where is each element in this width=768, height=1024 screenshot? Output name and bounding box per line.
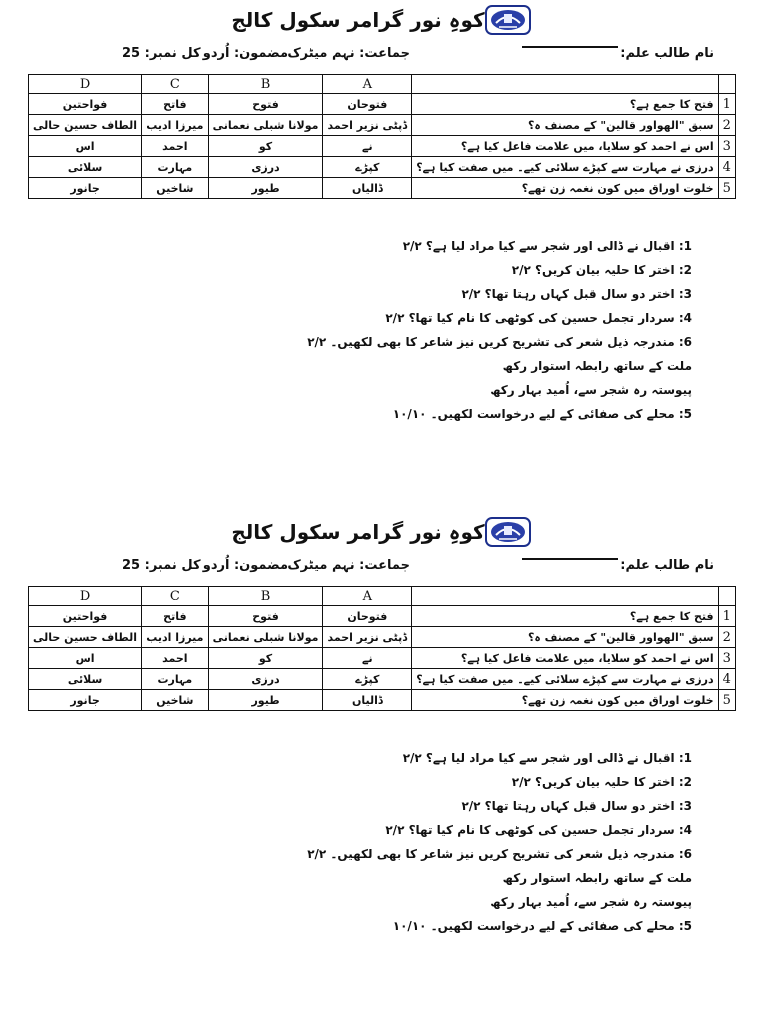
short-questions-list (272, 234, 692, 426)
option-b: مولانا شبلی نعمانی (208, 115, 323, 136)
option-a: نے (323, 648, 412, 669)
question-text: درزی نے مہارت سے کپڑے سلائی کیے۔ میں صفت کیا ہے؟ (412, 669, 718, 690)
option-b: فتوح (208, 94, 323, 115)
option-b: مولانا شبلی نعمانی (208, 627, 323, 648)
option-d: سلائی (29, 669, 142, 690)
table-row (29, 115, 736, 136)
option-a: ڈپٹی نزیر احمد (323, 627, 412, 648)
sheet-header (0, 514, 768, 550)
question-text: خلوت اوراق میں کون نغمہ زن تھے؟ (412, 178, 718, 199)
option-b: درزی (208, 157, 323, 178)
option-c: فاتح (142, 606, 209, 627)
option-a: کپڑے (323, 669, 412, 690)
student-name-label: نام طالب علم: (620, 46, 714, 61)
option-b: طیور (208, 690, 323, 711)
option-c: میرزا ادیب (142, 627, 209, 648)
option-d: سلائی (29, 157, 142, 178)
header-option-a: A (323, 75, 412, 94)
option-c: مہارت (142, 669, 209, 690)
poetry-line: پیوستہ رہ شجر سے، اُمید بہار رکھ (490, 383, 692, 397)
student-name-field[interactable] (620, 558, 714, 573)
table-header-row (29, 75, 736, 94)
mcq-table (28, 586, 736, 711)
question-text: فتح کا جمع ہے؟ (412, 94, 718, 115)
header-number (718, 587, 735, 606)
option-d: اس (29, 136, 142, 157)
option-d: الطاف حسین حالی (29, 627, 142, 648)
question-text: سبق "الھواور قالین" کے مصنف ہ؟ (412, 627, 718, 648)
header-question (412, 75, 718, 94)
student-name-blank[interactable] (522, 46, 618, 48)
header-option-c: C (142, 587, 209, 606)
subject-label: مضمون: اُردو (202, 558, 288, 573)
table-row (29, 157, 736, 178)
short-question: 1: اقبال نے ڈالی اور شجر سے کیا مراد لیا ہے؟ ۲/۲ (402, 751, 692, 765)
option-c: احمد (142, 136, 209, 157)
option-b: درزی (208, 669, 323, 690)
option-b: فتوح (208, 606, 323, 627)
option-a: ڈپٹی نزیر احمد (323, 115, 412, 136)
student-info-row (28, 558, 740, 580)
option-b: کو (208, 648, 323, 669)
subject-label: مضمون: اُردو (202, 46, 288, 61)
poetry-line: پیوستہ رہ شجر سے، اُمید بہار رکھ (490, 895, 692, 909)
option-d: جانور (29, 690, 142, 711)
student-name-blank[interactable] (522, 558, 618, 560)
option-a: فتوحان (323, 606, 412, 627)
table-row (29, 606, 736, 627)
short-question: 6: مندرجہ ذیل شعر کی تشریح کریں نیز شاعر کا بھی لکھیں۔ ۲/۲ (307, 847, 692, 861)
class-label: جماعت: نہم میٹرک (287, 558, 410, 573)
option-a: کپڑے (323, 157, 412, 178)
option-d: فواحتین (29, 606, 142, 627)
question-number: 1 (718, 94, 735, 115)
mcq-table (28, 74, 736, 199)
header-number (718, 75, 735, 94)
question-text: درزی نے مہارت سے کپڑے سلائی کیے۔ میں صفت کیا ہے؟ (412, 157, 718, 178)
table-row (29, 627, 736, 648)
option-c: فاتح (142, 94, 209, 115)
table-header-row (29, 587, 736, 606)
short-question: 2: اختر کا حلیہ بیان کریں؟ ۲/۲ (511, 775, 692, 789)
option-a: نے (323, 136, 412, 157)
option-d: الطاف حسین حالی (29, 115, 142, 136)
header-question (412, 587, 718, 606)
table-row (29, 178, 736, 199)
option-b: طیور (208, 178, 323, 199)
student-info-row (28, 46, 740, 68)
option-c: شاخیں (142, 690, 209, 711)
table-row (29, 94, 736, 115)
question-number: 3 (718, 136, 735, 157)
question-number: 2 (718, 115, 735, 136)
table-row (29, 669, 736, 690)
question-number: 5 (718, 178, 735, 199)
header-option-c: C (142, 75, 209, 94)
school-logo-icon (485, 517, 531, 547)
table-row (29, 690, 736, 711)
short-question: 4: سردار تجمل حسین کی کوٹھی کا نام کیا تھا؟ ۲/۲ (385, 823, 692, 837)
option-d: جانور (29, 178, 142, 199)
question-text: اس نے احمد کو سلایا، میں علامت فاعل کیا ہے؟ (412, 136, 718, 157)
question-number: 4 (718, 157, 735, 178)
student-name-field[interactable] (620, 46, 714, 61)
short-question: 4: سردار تجمل حسین کی کوٹھی کا نام کیا تھا؟ ۲/۲ (385, 311, 692, 325)
school-title: کوہِ نور گرامر سکول کالج (231, 8, 485, 32)
sheet-header (0, 2, 768, 38)
table-row (29, 648, 736, 669)
table-row (29, 136, 736, 157)
question-number: 4 (718, 669, 735, 690)
school-logo-icon (485, 5, 531, 35)
header-option-d: D (29, 587, 142, 606)
short-questions-list (272, 746, 692, 938)
option-c: شاخیں (142, 178, 209, 199)
poetry-line: ملت کے ساتھ رابطہ استوار رکھ (502, 871, 692, 885)
short-question: 5: محلے کی صفائی کے لیے درخواست لکھیں۔ ۱۰/۱۰ (392, 407, 692, 421)
school-title: کوہِ نور گرامر سکول کالج (231, 520, 485, 544)
option-a: ڈالیاں (323, 690, 412, 711)
question-number: 3 (718, 648, 735, 669)
option-a: فتوحان (323, 94, 412, 115)
header-option-a: A (323, 587, 412, 606)
student-name-label: نام طالب علم: (620, 558, 714, 573)
exam-sheet-1 (0, 0, 768, 500)
option-b: کو (208, 136, 323, 157)
short-question: 6: مندرجہ ذیل شعر کی تشریح کریں نیز شاعر کا بھی لکھیں۔ ۲/۲ (307, 335, 692, 349)
option-c: احمد (142, 648, 209, 669)
header-option-d: D (29, 75, 142, 94)
poetry-line: ملت کے ساتھ رابطہ استوار رکھ (502, 359, 692, 373)
short-question: 2: اختر کا حلیہ بیان کریں؟ ۲/۲ (511, 263, 692, 277)
option-c: میرزا ادیب (142, 115, 209, 136)
option-d: اس (29, 648, 142, 669)
short-question: 3: اختر دو سال قبل کہاں رہتا تھا؟ ۲/۲ (461, 287, 692, 301)
question-text: خلوت اوراق میں کون نغمہ زن تھے؟ (412, 690, 718, 711)
exam-sheet-2 (0, 512, 768, 1012)
question-number: 1 (718, 606, 735, 627)
total-marks-label: کل نمبر: 25 (122, 46, 201, 61)
short-question: 3: اختر دو سال قبل کہاں رہتا تھا؟ ۲/۲ (461, 799, 692, 813)
short-question: 1: اقبال نے ڈالی اور شجر سے کیا مراد لیا ہے؟ ۲/۲ (402, 239, 692, 253)
option-c: مہارت (142, 157, 209, 178)
question-text: فتح کا جمع ہے؟ (412, 606, 718, 627)
header-option-b: B (208, 75, 323, 94)
total-marks-label: کل نمبر: 25 (122, 558, 201, 573)
option-d: فواحتین (29, 94, 142, 115)
question-number: 2 (718, 627, 735, 648)
option-a: ڈالیاں (323, 178, 412, 199)
question-text: اس نے احمد کو سلایا، میں علامت فاعل کیا ہے؟ (412, 648, 718, 669)
header-option-b: B (208, 587, 323, 606)
question-text: سبق "الھواور قالین" کے مصنف ہ؟ (412, 115, 718, 136)
class-label: جماعت: نہم میٹرک (287, 46, 410, 61)
short-question: 5: محلے کی صفائی کے لیے درخواست لکھیں۔ ۱۰/۱۰ (392, 919, 692, 933)
question-number: 5 (718, 690, 735, 711)
